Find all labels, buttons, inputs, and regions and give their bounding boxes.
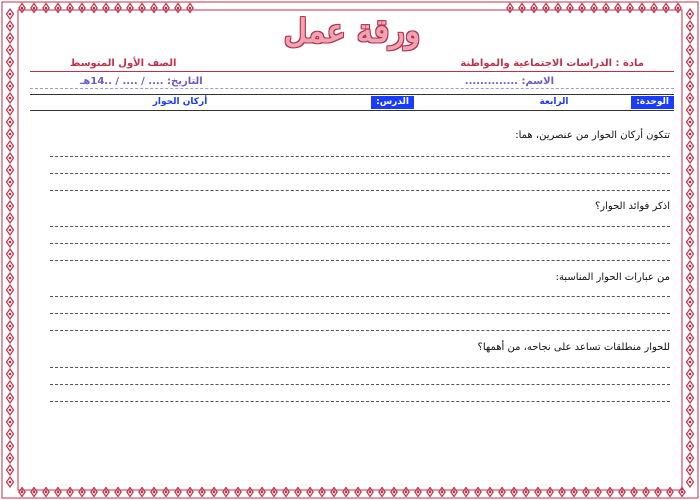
header-divider-2 [30, 88, 674, 89]
header-divider [30, 71, 674, 72]
question-1: تتكون أركان الحوار من عنصرين، هما: [515, 130, 670, 141]
answer-line[interactable] [50, 401, 670, 402]
date-field: التاريخ: .... / .... / ..14هـ [80, 76, 203, 87]
answer-line[interactable] [50, 330, 670, 331]
grade-label: الصف الأول المتوسط [70, 58, 177, 69]
lesson-value: أركان الحوار [152, 97, 208, 107]
answer-line[interactable] [50, 313, 670, 314]
answer-line[interactable] [50, 296, 670, 297]
answer-line[interactable] [50, 156, 670, 157]
sheet-title: ورقة عمل [283, 12, 421, 50]
answer-line[interactable] [50, 173, 670, 174]
info-bar [30, 94, 674, 111]
question-2: اذكر فوائد الحوار؟ [595, 201, 670, 212]
answer-line[interactable] [50, 190, 670, 191]
question-3: من عبارات الحوار المناسبة: [555, 272, 670, 283]
unit-label: الوحدة: [631, 96, 674, 109]
answer-line[interactable] [50, 367, 670, 368]
answer-line[interactable] [50, 384, 670, 385]
unit-value: الرابعة [539, 97, 569, 107]
lesson-label: الدرس: [371, 96, 414, 109]
answer-line[interactable] [50, 243, 670, 244]
subject-label: مادة : الدراسات الاجتماعية والمواطنة [460, 58, 644, 69]
answer-line[interactable] [50, 260, 670, 261]
name-field: الاسم: .............. [464, 76, 554, 87]
question-4: للحوار منطلقات تساعد على نجاحه، من أهمها؟ [477, 342, 670, 353]
answer-line[interactable] [50, 226, 670, 227]
worksheet-sheet [30, 10, 674, 488]
